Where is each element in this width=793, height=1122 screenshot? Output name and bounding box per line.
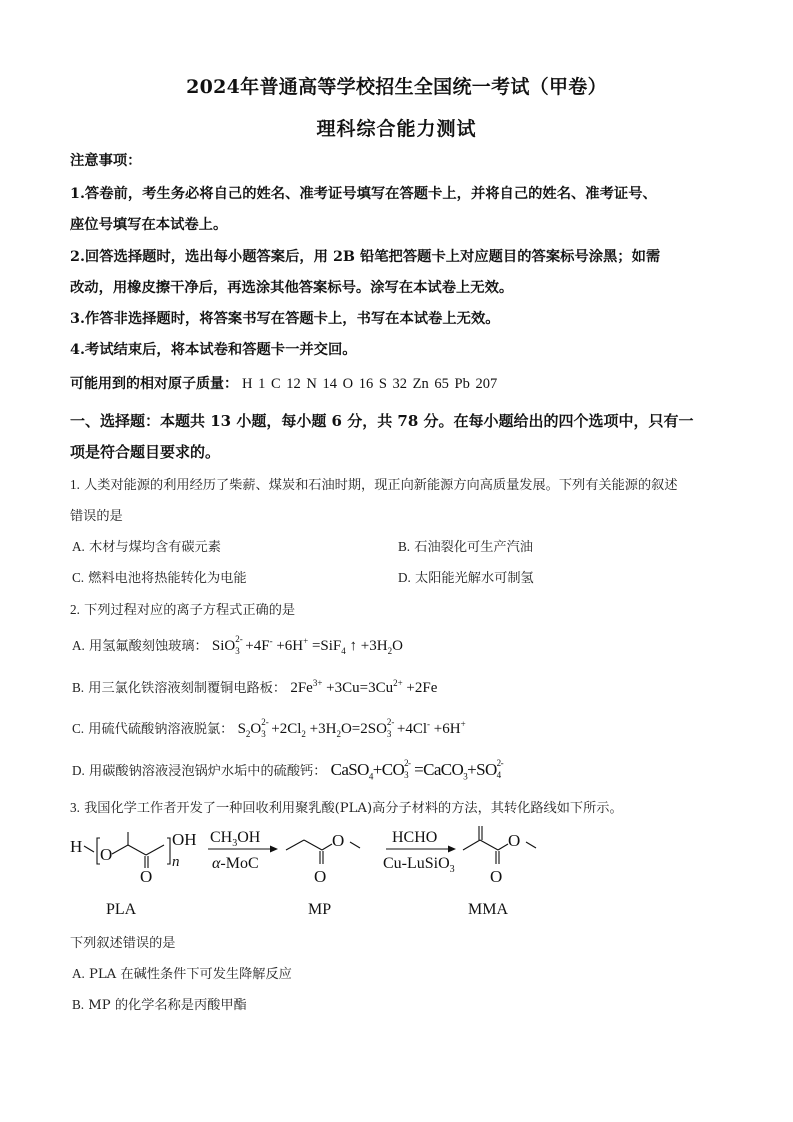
exam-subtitle: 理科综合能力测试: [316, 118, 477, 140]
svg-text:O: O: [100, 845, 113, 864]
q1-option-b: B. 石油裂化可生产汽油: [398, 539, 533, 555]
label-pla: PLA: [106, 901, 137, 918]
svg-text:O: O: [508, 831, 521, 850]
q2-option-a: A. 用氢氟酸刻蚀玻璃： SiO 2- 3 +4F- +6H+ =SiF$_4$ ↑ $+3H_2O$: [72, 633, 403, 656]
label-mma: MMA: [468, 901, 509, 918]
svg-text:OH: OH: [172, 830, 197, 849]
q2-option-c-equation: $S_2O$ 2- 3 $+2Cl_2 +3H_2O=2SO$ 2- 3 +4Cl- +6H+: [237, 716, 466, 739]
notice-item-4: 4.考试结束后，将本试卷和答题卡一并交回。: [70, 342, 357, 358]
q1-option-d: D. 太阳能光解水可制氢: [398, 570, 534, 586]
q2-option-b-equation: $2Fe^{3+} +3Cu=3Cu^{2+} +2Fe$: [290, 678, 438, 696]
q2-option-d-equation: CaSO$_4$+CO 2- 3 =CaCO$_3$+SO 2- 4: [330, 758, 503, 782]
question-3-prompt: 下列叙述错误的是: [70, 936, 176, 951]
pla-h-atom: H: [70, 837, 83, 856]
notice-item-2b: 改动，用橡皮擦干净后，再选涂其他答案标号。涂写在本试卷上无效。: [70, 280, 514, 296]
q2-option-d: D. 用碳酸钠溶液浸泡锅炉水垢中的硫酸钙： CaSO$_4$+CO 2- 3 =CaCO$_3$+SO 2- 4: [72, 760, 507, 780]
svg-text:O: O: [332, 831, 345, 850]
notice-item-1b: 座位号填写在本试卷上。: [70, 217, 228, 233]
question-1-stem: 1. 人类对能源的利用经历了柴薪、煤炭和石油时期，现正向新能源方向高质量发展。下列有关能源的叙述: [70, 477, 678, 493]
q2-option-a-equation: SiO 2- 3 +4F- +6H+ =SiF$_4$ ↑ $+3H_2O$: [211, 633, 403, 656]
step1-reagent: $CH_3OH$: [210, 829, 261, 849]
svg-text:n: n: [172, 854, 180, 870]
section-heading-line2: 项是符合题目要求的。: [70, 443, 221, 461]
q3-option-a: A. PLA 在碱性条件下可发生降解反应: [72, 966, 292, 982]
question-3-stem: 3. 我国化学工作者开发了一种回收利用聚乳酸(PLA)高分子材料的方法，其转化路线如下所示。: [70, 800, 623, 816]
question-2-stem: 2. 下列过程对应的离子方程式正确的是: [70, 602, 296, 618]
q2-option-b: B. 用三氯化铁溶液刻制覆铜电路板： $2Fe^{3+} +3Cu=3Cu^{2+} +2Fe$: [72, 678, 438, 696]
notice-heading: 注意事项：: [70, 153, 142, 169]
q1-option-a: A. 木材与煤均含有碳元素: [72, 539, 221, 555]
label-mp: MP: [308, 901, 332, 918]
step2-reagent: HCHO: [392, 829, 438, 846]
q2-option-c: C. 用硫代硫酸钠溶液脱氯： $S_2O$ 2- 3 $+2Cl_2 +3H_2O=2SO$ 2- 3 +4Cl- +6H+: [72, 716, 466, 739]
q1-option-c: C. 燃料电池将热能转化为电能: [72, 570, 247, 586]
reaction-scheme: [68, 826, 568, 926]
atomic-masses: [70, 373, 497, 393]
step1-catalyst: α-MoC: [212, 855, 259, 872]
question-1-stem-cont: 错误的是: [70, 509, 123, 524]
notice-item-3: 3.作答非选择题时，将答案书写在答题卡上，书写在本试卷上无效。: [70, 311, 500, 327]
q3-option-b: B. MP 的化学名称是丙酸甲酯: [72, 997, 247, 1013]
notice-item-2a: 2.回答选择题时，选出每小题答案后，用 2B 铅笔把答题卡上对应题目的答案标号涂黑；如需: [70, 249, 661, 265]
svg-text:O: O: [490, 867, 503, 886]
section-heading-line1: 一、选择题：本题共 13 小题，每小题 6 分，共 78 分。在每小题给出的四个选项中，只有一: [70, 412, 694, 430]
svg-text:O: O: [314, 867, 327, 886]
step2-catalyst: Cu-LuSiO$_3$: [383, 855, 455, 875]
atomic-masses-label: 可能用到的相对原子质量：: [70, 376, 238, 392]
atomic-masses-values: H 1 C 12 N 14 O 16 S 32 Zn 65 Pb 207: [242, 376, 498, 392]
notice-item-1a: 1.答卷前，考生务必将自己的姓名、准考证号填写在答题卡上，并将自己的姓名、准考证号、: [70, 186, 657, 202]
svg-text:O: O: [140, 867, 153, 886]
exam-title: 2024年普通高等学校招生全国统一考试（甲卷）: [186, 76, 607, 98]
